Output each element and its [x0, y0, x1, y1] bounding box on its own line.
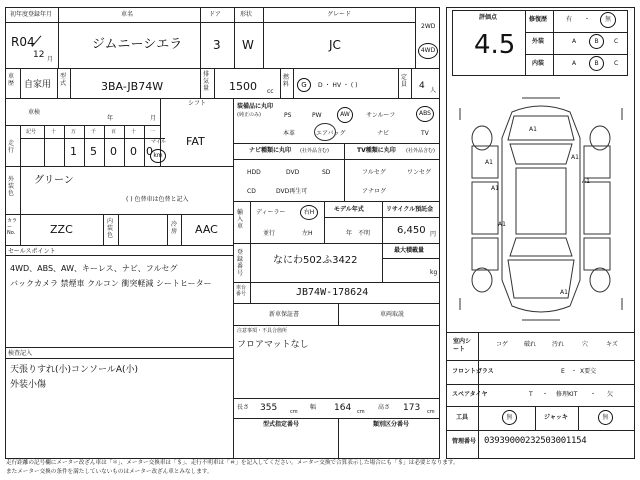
inspect-year-label: 年 — [107, 115, 114, 122]
nav-label: ナビ種類に丸印 — [249, 147, 292, 154]
equip-aw-circled: AW — [337, 107, 353, 123]
nav-hdd: HDD — [247, 169, 261, 176]
inspect-label: 車検 — [28, 109, 41, 116]
equip-sub: (純正のみ) — [237, 112, 261, 118]
disp-unit: cc — [267, 88, 274, 95]
mile-label: マイル — [151, 139, 166, 145]
height-label: 高さ — [378, 404, 391, 411]
seat-item: 汚れ — [552, 341, 565, 348]
fuel-other: D ・ HV ・ ( ) — [318, 82, 358, 89]
max-load-label: 最大積載量 — [394, 247, 425, 254]
width-unit: cm — [357, 409, 365, 415]
jack-no-circled: 無 — [598, 410, 613, 425]
seat-item: キズ — [606, 341, 618, 348]
reg-number-value: なにわ502ふ3422 — [273, 255, 358, 266]
max-load-unit: kg — [430, 269, 438, 276]
repair-no-circled: 無 — [600, 12, 616, 28]
equip-navi: ナビ — [377, 130, 390, 137]
tv-fullseg: フルセグ — [362, 169, 386, 176]
seat-item: 穴 — [582, 341, 589, 348]
color-label: 外装色 — [8, 176, 15, 198]
recycle-unit: 円 — [430, 231, 437, 238]
sales-line-1: 4WD、ABS、AW、キーレス、ナビ、フルセグ — [10, 264, 178, 273]
mileage-digit: 5 — [90, 145, 97, 158]
height-unit: cm — [427, 409, 435, 415]
import-left: 左H — [302, 230, 313, 237]
km-circled: km — [150, 149, 166, 163]
tv-sub: (社外品含む) — [406, 148, 435, 154]
spare-item: 修理KIT — [556, 391, 578, 398]
color-no-value: ZZC — [50, 223, 73, 236]
inspector-line-2: 外装小傷 — [10, 380, 47, 390]
repair-yes: 有 — [566, 16, 573, 23]
equip-label: 装備品に丸印 — [237, 103, 274, 110]
import-dealer: ディーラー — [256, 209, 286, 216]
glass-item: ・ — [571, 368, 578, 375]
reg-month-value: 12 — [33, 50, 45, 60]
damage-mark: A1 — [582, 178, 590, 185]
recycle-value: 6,450 — [397, 225, 426, 236]
inspector-label: 検査記入 — [8, 350, 33, 357]
equip-leather: 本革 — [283, 130, 296, 137]
digit-head-mark: 記号 — [26, 129, 37, 135]
color-value: グリーン — [34, 175, 74, 186]
manual-label: 車両取説 — [380, 311, 405, 318]
equip-abs-circled: ABS — [416, 106, 434, 122]
fuel-label: 燃料 — [283, 74, 290, 89]
score-label: 評価点 — [479, 14, 498, 21]
int-grade-b-circled: B — [589, 56, 604, 71]
nav-sd: SD — [322, 169, 331, 176]
digit-head: 千 — [91, 129, 97, 135]
int-grade-c: C — [614, 60, 619, 67]
car-name-value: ジムニーシエラ — [92, 37, 183, 52]
damage-mark: A1 — [560, 289, 568, 296]
damage-mark: A1 — [498, 221, 506, 228]
model-year-label: モデル年式 — [334, 206, 364, 213]
footer-line-1: 走行距離の記号欄にメーター改ざん車は「＊」、メーター交換車は「＄」、走行不明車は「＃」を記入してください。メーター交換で合算表示した場合にも「＄」は必要となります。 — [6, 460, 459, 466]
nav-sub: (社外品含む) — [300, 148, 329, 154]
airbag-circle-icon — [314, 123, 336, 141]
tools-no-circled: 無 — [502, 410, 517, 425]
damage-mark: A1 — [485, 159, 493, 166]
nav-dvd: DVD — [286, 169, 300, 176]
model-spec-label: 型式指定番号 — [263, 421, 300, 428]
mileage-digit: 0 — [110, 145, 117, 158]
recycle-label: リサイクル預託金 — [386, 206, 434, 213]
seats-label: 定員 — [401, 74, 408, 89]
chassis-value: JB74W-178624 — [296, 287, 369, 298]
seat-item: コゲ — [496, 341, 509, 348]
ext-grade-a: A — [572, 38, 577, 45]
spare-item: 欠 — [607, 391, 614, 398]
width-label: 幅 — [310, 404, 317, 411]
equip-pw: PW — [312, 112, 322, 119]
doors-value: 3 — [213, 38, 221, 52]
height-value: 173 — [403, 403, 421, 413]
mileage-digit: 1 — [70, 145, 77, 158]
mileage-digit: 0 — [146, 145, 153, 158]
reg-year-value: R04 — [11, 35, 35, 49]
reg-month-unit: 月 — [47, 56, 54, 63]
digit-head: 十 — [131, 129, 137, 135]
grade-value: JC — [329, 38, 341, 52]
spare-item: ・ — [590, 391, 597, 398]
ac-label: 冷房 — [171, 221, 178, 236]
car-damage-diagram — [452, 94, 630, 326]
footer-line-2: またメーター交換の条件を満たしていないものはメーター改ざん車とみなします。 — [6, 469, 213, 475]
use-label: 車歴 — [8, 73, 15, 88]
score-value: 4.5 — [474, 30, 516, 60]
disp-value: 1500 — [229, 80, 257, 93]
ext-grade-c: C — [614, 38, 619, 45]
int-rating-label: 内装 — [532, 60, 545, 67]
mgmt-label: 管理番号 — [452, 438, 477, 445]
seat-label: 室内シート — [453, 338, 472, 353]
len-value: 355 — [260, 403, 278, 413]
import-right-circled: 右H — [300, 205, 318, 220]
model-year-value: 年 不明 — [346, 230, 371, 237]
digit-head: 十 — [51, 129, 57, 135]
glass-item: X要交 — [580, 368, 597, 375]
nav-dvd-play: DVD再生可 — [276, 188, 308, 195]
ext-rating-label: 外装 — [532, 38, 545, 45]
shape-value: W — [242, 38, 254, 52]
nav-cd: CD — [247, 188, 256, 195]
len-unit: cm — [290, 409, 298, 415]
len-label: 長さ — [237, 404, 250, 411]
int-color-label: 内装色 — [107, 218, 114, 240]
damage-mark: A1 — [571, 154, 579, 161]
color-no-label: カラーNo. — [7, 218, 18, 236]
drive-2wd: 2WD — [421, 23, 436, 30]
reg-year-label: 初年度登録年月 — [10, 11, 53, 18]
ac-value: AAC — [195, 223, 218, 236]
new-car-warranty-label: 新車保証書 — [269, 311, 300, 318]
digit-head: 百 — [111, 129, 117, 135]
fuel-g-circled: G — [297, 78, 311, 92]
car-name-label: 車名 — [121, 11, 134, 18]
tools-label: 工具 — [456, 414, 469, 421]
digit-head: 万 — [71, 129, 77, 135]
seats-value: 4 — [419, 81, 425, 91]
type-label: 型式 — [60, 73, 67, 88]
sales-line-2: バックカメラ 禁煙車 クルコン 衝突軽減 シートヒーター — [10, 279, 212, 288]
grade-label: グレード — [327, 11, 352, 18]
import-label: 輸入車 — [237, 209, 244, 231]
class-label: 類別区分番号 — [373, 421, 410, 428]
repair-label: 修復歴 — [529, 16, 548, 23]
ext-grade-b-circled: B — [589, 34, 604, 49]
digit-head: 一 — [150, 129, 156, 135]
shift-value: FAT — [186, 135, 205, 148]
import-parallel: 並行 — [263, 230, 276, 237]
type-value: 3BA-JB74W — [101, 80, 164, 93]
tv-label: TV種類に丸印 — [357, 147, 396, 154]
mileage-digit: 0 — [130, 145, 137, 158]
equip-tv: TV — [421, 130, 429, 137]
glass-item: E — [561, 368, 565, 375]
door-label: ドア — [209, 11, 221, 18]
spare-item: ・ — [542, 391, 549, 398]
glass-label: フロントガラス — [452, 368, 494, 375]
drive-4wd-circled: 4WD — [418, 43, 438, 59]
width-value: 164 — [334, 403, 352, 413]
int-grade-a: A — [572, 60, 577, 67]
inspector-line-1: 天張りすれ(小)コンソールA(小) — [10, 365, 139, 375]
damage-mark: A1 — [529, 126, 537, 133]
equip-sunroof: サンルーフ — [366, 112, 396, 119]
seat-item: 破れ — [524, 341, 537, 348]
equip-airbag: エアバッグ — [316, 130, 346, 137]
damage-mark: A1 — [491, 185, 499, 192]
chassis-label: 車台番号 — [236, 285, 247, 297]
disp-label: 排気量 — [203, 71, 210, 92]
use-value: 自家用 — [24, 80, 52, 90]
tv-oneseg: ワンセグ — [407, 169, 432, 176]
color-note: ( ) 色替車は色替と記入 — [126, 196, 189, 203]
spare-item: T — [529, 391, 533, 398]
notes-value: フロアマットなし — [237, 340, 309, 350]
notes-label: 注意事項・不具合箇所 — [237, 328, 288, 334]
sales-label: セールスポイント — [8, 248, 56, 255]
jack-label: ジャッキ — [544, 414, 568, 421]
run-label: 走行 — [8, 140, 15, 155]
tv-analog: アナログ — [362, 188, 387, 195]
spare-label: スペアタイヤ — [452, 391, 488, 398]
equip-ps: PS — [284, 112, 292, 119]
mgmt-value: 0393900023250300115​4 — [484, 436, 587, 446]
inspect-month-label: 月 — [150, 115, 157, 122]
reg-number-label: 登録番号 — [237, 249, 244, 277]
seats-unit: 人 — [430, 87, 437, 94]
shape-label: 形状 — [240, 11, 253, 18]
shift-label: シフト — [188, 100, 207, 107]
